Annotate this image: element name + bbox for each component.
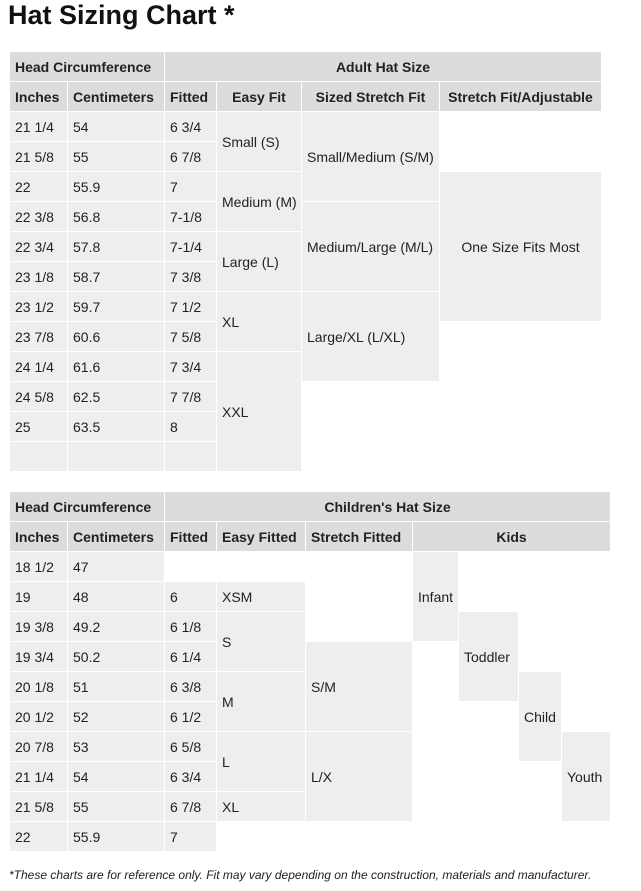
- centimeters-cell: 50.2: [68, 642, 165, 672]
- kids-youth-cell: Youth: [562, 732, 611, 822]
- fitted-cell: 7 5/8: [165, 322, 217, 352]
- fitted-cell: 7-1/4: [165, 232, 217, 262]
- empty-cell: [217, 822, 413, 852]
- kids-toddler-cell: Toddler: [459, 612, 519, 702]
- adult-col-centimeters: Centimeters: [68, 82, 165, 112]
- adult-col-sized-stretch-fit: Sized Stretch Fit: [302, 82, 440, 112]
- inches-cell: 22: [10, 172, 68, 202]
- inches-cell: 24 5/8: [10, 382, 68, 412]
- kids-col-kids: Kids: [413, 522, 611, 552]
- table-row: [10, 552, 611, 582]
- kids-col-inches: Inches: [10, 522, 68, 552]
- fitted-cell: 6 1/4: [165, 642, 217, 672]
- page-title: Hat Sizing Chart *: [8, 0, 235, 30]
- centimeters-cell: 55: [68, 142, 165, 172]
- stretch-adjustable-cell: One Size Fits Most: [440, 172, 602, 322]
- fitted-cell: 6 3/8: [165, 672, 217, 702]
- fitted-cell: 6 7/8: [165, 142, 217, 172]
- inches-cell: 23 1/2: [10, 292, 68, 322]
- fitted-cell: 7-1/8: [165, 202, 217, 232]
- fitted-cell: 7: [165, 172, 217, 202]
- fitted-cell: 7: [165, 822, 217, 852]
- inches-cell: 19 3/4: [10, 642, 68, 672]
- empty-cell: [10, 442, 68, 472]
- inches-cell: 22 3/8: [10, 202, 68, 232]
- easy-fitted-cell: L: [217, 732, 306, 792]
- inches-cell: 23 7/8: [10, 322, 68, 352]
- inches-cell: 21 5/8: [10, 142, 68, 172]
- centimeters-cell: 49.2: [68, 612, 165, 642]
- fitted-cell: 7 1/2: [165, 292, 217, 322]
- kids-infant-cell: Infant: [413, 552, 459, 642]
- centimeters-cell: 63.5: [68, 412, 165, 442]
- empty-cell: [302, 382, 440, 472]
- kids-group-header-row: [10, 492, 611, 522]
- fitted-cell: 7 3/4: [165, 352, 217, 382]
- kids-head-circumference-header: Head Circumference: [10, 492, 165, 522]
- centimeters-cell: 53: [68, 732, 165, 762]
- fitted-cell: 6: [165, 582, 217, 612]
- kids-col-fitted: Fitted: [165, 522, 217, 552]
- fitted-cell: 6 3/4: [165, 762, 217, 792]
- fitted-cell: 6 7/8: [165, 792, 217, 822]
- easy-fit-cell: XXL: [217, 352, 302, 472]
- centimeters-cell: 47: [68, 552, 165, 582]
- centimeters-cell: 54: [68, 112, 165, 142]
- kids-col-stretch-fitted: Stretch Fitted: [306, 522, 413, 552]
- stretch-fitted-cell: L/X: [306, 732, 413, 822]
- easy-fitted-cell: M: [217, 672, 306, 732]
- adult-head-circumference-header: Head Circumference: [10, 52, 165, 82]
- easy-fit-cell: Large (L): [217, 232, 302, 292]
- reference-note: *These charts are for reference only. Fit may vary depending on the construction, materials and manufacturer.: [9, 868, 592, 882]
- fitted-cell: 6 5/8: [165, 732, 217, 762]
- centimeters-cell: 55: [68, 792, 165, 822]
- inches-cell: 21 1/4: [10, 762, 68, 792]
- centimeters-cell: 52: [68, 702, 165, 732]
- fitted-cell: 6 1/2: [165, 702, 217, 732]
- empty-cell: [459, 702, 519, 852]
- table-row: [10, 112, 602, 142]
- empty-cell: [562, 552, 611, 732]
- fitted-cell: 8: [165, 412, 217, 442]
- centimeters-cell: 51: [68, 672, 165, 702]
- inches-cell: 22 3/4: [10, 232, 68, 262]
- empty-cell: [165, 552, 306, 582]
- centimeters-cell: 62.5: [68, 382, 165, 412]
- easy-fit-cell: XL: [217, 292, 302, 352]
- fitted-cell: 7 3/8: [165, 262, 217, 292]
- adult-size-table: [9, 51, 602, 472]
- easy-fitted-cell: S: [217, 612, 306, 672]
- inches-cell: 25: [10, 412, 68, 442]
- inches-cell: 22: [10, 822, 68, 852]
- kids-col-centimeters: Centimeters: [68, 522, 165, 552]
- adult-group-header-row: [10, 52, 602, 82]
- inches-cell: 21 5/8: [10, 792, 68, 822]
- centimeters-cell: 61.6: [68, 352, 165, 382]
- adult-column-header-row: [10, 82, 602, 112]
- centimeters-cell: 59.7: [68, 292, 165, 322]
- adult-col-inches: Inches: [10, 82, 68, 112]
- inches-cell: 24 1/4: [10, 352, 68, 382]
- inches-cell: 21 1/4: [10, 112, 68, 142]
- centimeters-cell: 48: [68, 582, 165, 612]
- fitted-cell: 6 1/8: [165, 612, 217, 642]
- empty-cell: [440, 112, 602, 172]
- centimeters-cell: 60.6: [68, 322, 165, 352]
- centimeters-cell: 54: [68, 762, 165, 792]
- easy-fit-cell: Medium (M): [217, 172, 302, 232]
- inches-cell: 20 1/2: [10, 702, 68, 732]
- inches-cell: 19: [10, 582, 68, 612]
- empty-cell: [165, 442, 217, 472]
- centimeters-cell: 58.7: [68, 262, 165, 292]
- children-size-table: [9, 491, 611, 852]
- adult-col-easy-fit: Easy Fit: [217, 82, 302, 112]
- sized-stretch-cell: Medium/Large (M/L): [302, 202, 440, 292]
- inches-cell: 18 1/2: [10, 552, 68, 582]
- fitted-cell: 6 3/4: [165, 112, 217, 142]
- kids-column-header-row: [10, 522, 611, 552]
- centimeters-cell: 55.9: [68, 172, 165, 202]
- empty-cell: [68, 442, 165, 472]
- adult-hat-size-header: Adult Hat Size: [165, 52, 602, 82]
- inches-cell: 20 1/8: [10, 672, 68, 702]
- empty-cell: [306, 552, 413, 642]
- easy-fitted-cell: XSM: [217, 582, 306, 612]
- adult-col-stretch-adjustable: Stretch Fit/Adjustable: [440, 82, 602, 112]
- adult-col-fitted: Fitted: [165, 82, 217, 112]
- empty-cell: [459, 552, 519, 612]
- easy-fit-cell: Small (S): [217, 112, 302, 172]
- inches-cell: 19 3/8: [10, 612, 68, 642]
- empty-cell: [519, 762, 562, 852]
- fitted-cell: 7 7/8: [165, 382, 217, 412]
- empty-cell: [519, 552, 562, 672]
- inches-cell: 23 1/8: [10, 262, 68, 292]
- empty-cell: [413, 642, 459, 852]
- sized-stretch-cell: Large/XL (L/XL): [302, 292, 440, 382]
- sized-stretch-cell: Small/Medium (S/M): [302, 112, 440, 202]
- empty-cell: [562, 822, 611, 852]
- kids-child-cell: Child: [519, 672, 562, 762]
- empty-cell: [440, 322, 602, 472]
- easy-fitted-cell: XL: [217, 792, 306, 822]
- stretch-fitted-cell: S/M: [306, 642, 413, 732]
- centimeters-cell: 56.8: [68, 202, 165, 232]
- centimeters-cell: 55.9: [68, 822, 165, 852]
- childrens-hat-size-header: Children's Hat Size: [165, 492, 611, 522]
- centimeters-cell: 57.8: [68, 232, 165, 262]
- inches-cell: 20 7/8: [10, 732, 68, 762]
- kids-col-easy-fitted: Easy Fitted: [217, 522, 306, 552]
